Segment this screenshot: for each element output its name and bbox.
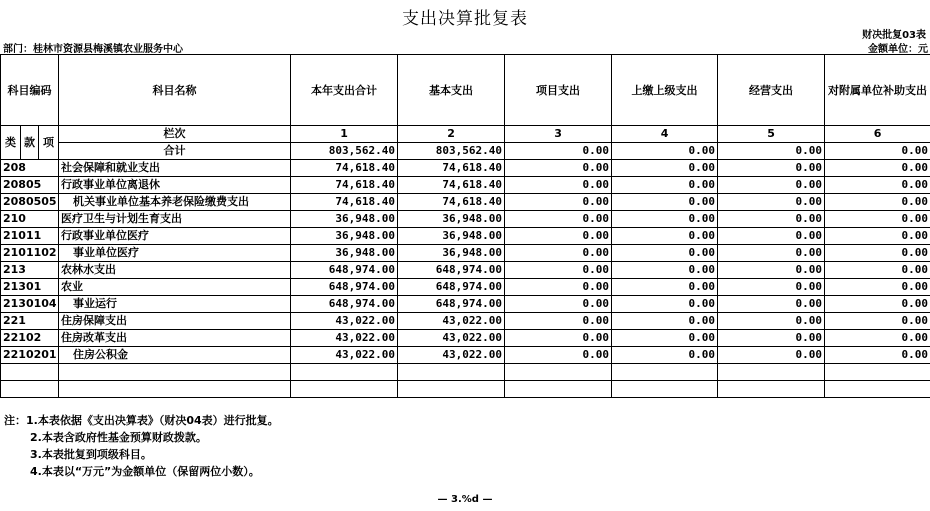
amount-cell: 74,618.40 bbox=[398, 194, 505, 211]
amount-cell: 0.00 bbox=[825, 330, 930, 347]
subject-name: 住房保障支出 bbox=[59, 313, 291, 330]
column-number-row bbox=[1, 126, 930, 143]
amount-cell: 0.00 bbox=[825, 177, 930, 194]
amount-cell: 36,948.00 bbox=[398, 228, 505, 245]
amount-cell: 0.00 bbox=[505, 279, 612, 296]
col-number: 3 bbox=[505, 126, 612, 143]
subject-name: 行政事业单位医疗 bbox=[59, 228, 291, 245]
amount-cell: 0.00 bbox=[825, 279, 930, 296]
amount-cell: 648,974.00 bbox=[291, 262, 398, 279]
amount-cell: 0.00 bbox=[718, 211, 825, 228]
subject-name: 住房公积金 bbox=[59, 347, 291, 364]
subject-code: 2130104 bbox=[1, 296, 59, 313]
amount-cell: 0.00 bbox=[612, 245, 718, 262]
total-row bbox=[1, 143, 930, 160]
amount-cell: 0.00 bbox=[612, 160, 718, 177]
column-label: 栏次 bbox=[59, 126, 291, 143]
subject-code: 20805 bbox=[1, 177, 59, 194]
subject-name: 社会保障和就业支出 bbox=[59, 160, 291, 177]
blank-row bbox=[1, 364, 930, 381]
amount-cell: 0.00 bbox=[612, 177, 718, 194]
amount-cell: 43,022.00 bbox=[398, 347, 505, 364]
col-number: 4 bbox=[612, 126, 718, 143]
amount-cell: 0.00 bbox=[612, 211, 718, 228]
amount-cell: 0.00 bbox=[505, 194, 612, 211]
amount-cell: 43,022.00 bbox=[398, 313, 505, 330]
subject-code: 22102 bbox=[1, 330, 59, 347]
total-cell: 803,562.40 bbox=[291, 143, 398, 160]
subject-name: 医疗卫生与计划生育支出 bbox=[59, 211, 291, 228]
page-footer: — 3.%d — bbox=[437, 494, 493, 505]
subject-code: 2210201 bbox=[1, 347, 59, 364]
col-number: 1 bbox=[291, 126, 398, 143]
header-xiang: 项 bbox=[39, 126, 59, 160]
subject-code: 213 bbox=[1, 262, 59, 279]
page-title: 支出决算批复表 bbox=[402, 9, 528, 29]
amount-cell: 0.00 bbox=[825, 211, 930, 228]
amount-cell: 0.00 bbox=[612, 330, 718, 347]
amount-cell: 0.00 bbox=[825, 160, 930, 177]
amount-cell: 0.00 bbox=[612, 347, 718, 364]
table-row bbox=[1, 347, 930, 364]
amount-cell: 648,974.00 bbox=[398, 262, 505, 279]
amount-cell: 0.00 bbox=[612, 194, 718, 211]
amount-cell: 648,974.00 bbox=[291, 296, 398, 313]
amount-cell: 43,022.00 bbox=[398, 330, 505, 347]
amount-cell: 43,022.00 bbox=[291, 313, 398, 330]
subject-name: 事业单位医疗 bbox=[59, 245, 291, 262]
total-cell: 0.00 bbox=[612, 143, 718, 160]
header-code: 科目编码 bbox=[1, 55, 59, 126]
total-cell: 0.00 bbox=[505, 143, 612, 160]
amount-cell: 0.00 bbox=[612, 279, 718, 296]
subject-name: 事业运行 bbox=[59, 296, 291, 313]
total-cell: 803,562.40 bbox=[398, 143, 505, 160]
header-kuan: 款 bbox=[21, 126, 39, 160]
amount-cell: 0.00 bbox=[505, 296, 612, 313]
amount-cell: 648,974.00 bbox=[398, 279, 505, 296]
amount-cell: 36,948.00 bbox=[291, 228, 398, 245]
header-project: 项目支出 bbox=[505, 55, 612, 126]
header-lei: 类 bbox=[1, 126, 21, 160]
subject-code: 21301 bbox=[1, 279, 59, 296]
subject-code: 208 bbox=[1, 160, 59, 177]
amount-cell: 0.00 bbox=[505, 347, 612, 364]
header-row bbox=[1, 55, 930, 126]
amount-cell: 0.00 bbox=[505, 228, 612, 245]
sum-label: 合计 bbox=[59, 143, 291, 160]
table-row bbox=[1, 279, 930, 296]
amount-cell: 0.00 bbox=[825, 262, 930, 279]
header-upper: 上缴上级支出 bbox=[612, 55, 718, 126]
amount-cell: 0.00 bbox=[505, 313, 612, 330]
amount-cell: 36,948.00 bbox=[398, 211, 505, 228]
amount-cell: 74,618.40 bbox=[398, 160, 505, 177]
amount-cell: 0.00 bbox=[718, 262, 825, 279]
table-row bbox=[1, 245, 930, 262]
table-row bbox=[1, 330, 930, 347]
amount-cell: 0.00 bbox=[825, 194, 930, 211]
amount-cell: 0.00 bbox=[825, 313, 930, 330]
expenditure-table bbox=[0, 54, 930, 398]
subject-code: 210 bbox=[1, 211, 59, 228]
amount-cell: 0.00 bbox=[825, 245, 930, 262]
amount-cell: 0.00 bbox=[825, 347, 930, 364]
amount-cell: 0.00 bbox=[505, 211, 612, 228]
header-subsidy: 对附属单位补助支出 bbox=[825, 55, 930, 126]
amount-cell: 36,948.00 bbox=[398, 245, 505, 262]
amount-cell: 648,974.00 bbox=[291, 279, 398, 296]
amount-cell: 43,022.00 bbox=[291, 347, 398, 364]
total-cell: 0.00 bbox=[825, 143, 930, 160]
table-row bbox=[1, 177, 930, 194]
amount-cell: 0.00 bbox=[825, 296, 930, 313]
table-row bbox=[1, 313, 930, 330]
amount-cell: 0.00 bbox=[612, 296, 718, 313]
subject-code: 21011 bbox=[1, 228, 59, 245]
note-line: 4.本表以“万元”为金额单位（保留两位小数）。 bbox=[30, 465, 260, 478]
table-row bbox=[1, 296, 930, 313]
amount-cell: 0.00 bbox=[718, 194, 825, 211]
amount-cell: 0.00 bbox=[612, 228, 718, 245]
amount-cell: 36,948.00 bbox=[291, 211, 398, 228]
table-row bbox=[1, 262, 930, 279]
amount-cell: 74,618.40 bbox=[291, 177, 398, 194]
amount-cell: 0.00 bbox=[505, 160, 612, 177]
subject-name: 农业 bbox=[59, 279, 291, 296]
amount-cell: 0.00 bbox=[505, 262, 612, 279]
table-row bbox=[1, 160, 930, 177]
table-row bbox=[1, 228, 930, 245]
amount-cell: 0.00 bbox=[612, 313, 718, 330]
amount-cell: 0.00 bbox=[825, 228, 930, 245]
amount-cell: 0.00 bbox=[718, 296, 825, 313]
amount-cell: 0.00 bbox=[718, 177, 825, 194]
amount-cell: 648,974.00 bbox=[398, 296, 505, 313]
subject-code: 221 bbox=[1, 313, 59, 330]
amount-cell: 0.00 bbox=[505, 245, 612, 262]
col-number: 5 bbox=[718, 126, 825, 143]
amount-cell: 74,618.40 bbox=[291, 194, 398, 211]
amount-cell: 0.00 bbox=[612, 262, 718, 279]
amount-cell: 43,022.00 bbox=[291, 330, 398, 347]
note-line: 3.本表批复到项级科目。 bbox=[30, 448, 152, 461]
amount-cell: 0.00 bbox=[718, 330, 825, 347]
blank-row bbox=[1, 381, 930, 398]
amount-cell: 0.00 bbox=[718, 245, 825, 262]
amount-cell: 74,618.40 bbox=[398, 177, 505, 194]
subject-name: 农林水支出 bbox=[59, 262, 291, 279]
amount-cell: 74,618.40 bbox=[291, 160, 398, 177]
amount-cell: 0.00 bbox=[718, 228, 825, 245]
subject-code: 2101102 bbox=[1, 245, 59, 262]
header-name: 科目名称 bbox=[59, 55, 291, 126]
note-line: 注：1.本表依据《支出决算表》（财决04表）进行批复。 bbox=[4, 414, 279, 427]
subject-code: 2080505 bbox=[1, 194, 59, 211]
amount-cell: 36,948.00 bbox=[291, 245, 398, 262]
amount-cell: 0.00 bbox=[505, 330, 612, 347]
subject-name: 机关事业单位基本养老保险缴费支出 bbox=[59, 194, 291, 211]
header-operating: 经营支出 bbox=[718, 55, 825, 126]
col-number: 2 bbox=[398, 126, 505, 143]
subject-name: 行政事业单位离退休 bbox=[59, 177, 291, 194]
amount-unit-label: 金额单位：元 bbox=[868, 44, 928, 55]
amount-cell: 0.00 bbox=[718, 160, 825, 177]
amount-cell: 0.00 bbox=[718, 313, 825, 330]
table-row bbox=[1, 194, 930, 211]
header-total: 本年支出合计 bbox=[291, 55, 398, 126]
table-row bbox=[1, 211, 930, 228]
notes bbox=[4, 412, 279, 480]
amount-cell: 0.00 bbox=[505, 177, 612, 194]
total-cell: 0.00 bbox=[718, 143, 825, 160]
form-number: 财决批复03表 bbox=[862, 30, 926, 41]
col-number: 6 bbox=[825, 126, 930, 143]
subject-name: 住房改革支出 bbox=[59, 330, 291, 347]
department-label: 部门：桂林市资源县梅溪镇农业服务中心 bbox=[3, 44, 183, 55]
amount-cell: 0.00 bbox=[718, 279, 825, 296]
note-line: 2.本表含政府性基金预算财政拨款。 bbox=[30, 431, 207, 444]
amount-cell: 0.00 bbox=[718, 347, 825, 364]
header-basic: 基本支出 bbox=[398, 55, 505, 126]
